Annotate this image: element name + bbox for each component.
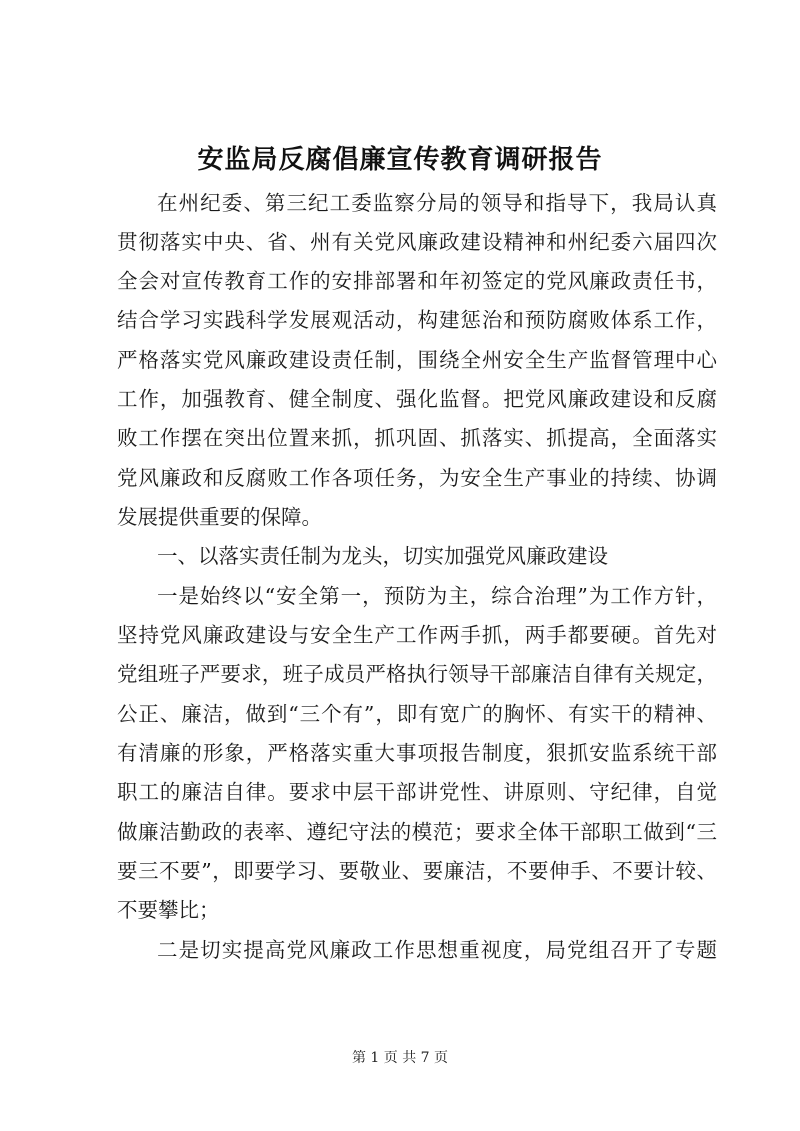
section-heading: 一、以落实责任制为龙头，切实加强党风廉政建设 [157,544,608,568]
paragraph-line: 结合学习实践科学发展观活动，构建惩治和预防腐败体系工作， [117,308,717,332]
paragraph-line: 全会对宣传教育工作的安排部署和年初签定的党风廉政责任书， [117,269,717,293]
paragraph-line: 职工的廉洁自律。要求中层干部讲党性、讲原则、守纪律，自觉 [117,780,717,804]
paragraph-line: 党组班子严要求，班子成员严格执行领导干部廉洁自律有关规定， [117,662,717,686]
paragraph-line: 有清廉的形象，严格落实重大事项报告制度，狠抓安监系统干部 [117,741,717,765]
paragraph-line: 在州纪委、第三纪工委监察分局的领导和指导下，我局认真 [157,191,717,215]
paragraph-line: 坚持党风廉政建设与安全生产工作两手抓，两手都要硬。首先对 [117,623,717,647]
paragraph-line: 一是始终以“安全第一，预防为主，综合治理”为工作方针， [157,584,717,608]
paragraph-line: 做廉洁勤政的表率、遵纪守法的模范；要求全体干部职工做到“三 [117,820,717,844]
paragraph-line: 严格落实党风廉政建设责任制，围绕全州安全生产监督管理中心 [117,348,717,372]
paragraph-line: 二是切实提高党风廉政工作思想重视度，局党组召开了专题 [157,938,717,962]
paragraph-line: 党风廉政和反腐败工作各项任务，为安全生产事业的持续、协调 [117,466,717,490]
paragraph-line: 要三不要”，即要学习、要敬业、要廉洁，不要伸手、不要计较、 [117,859,717,883]
paragraph-line: 工作，加强教育、健全制度、强化监督。把党风廉政建设和反腐 [117,387,717,411]
document-title: 安监局反腐倡廉宣传教育调研报告 [197,145,603,175]
page-number-footer: 第 1 页 共 7 页 [351,1050,449,1066]
paragraph-line: 败工作摆在突出位置来抓，抓巩固、抓落实、抓提高，全面落实 [117,426,717,450]
paragraph-line: 公正、廉洁，做到“三个有”，即有宽广的胸怀、有实干的精神、 [117,702,717,726]
paragraph-line: 发展提供重要的保障。 [117,505,322,529]
paragraph-line: 不要攀比； [117,898,220,922]
paragraph-line: 贯彻落实中央、省、州有关党风廉政建设精神和州纪委六届四次 [117,230,717,254]
